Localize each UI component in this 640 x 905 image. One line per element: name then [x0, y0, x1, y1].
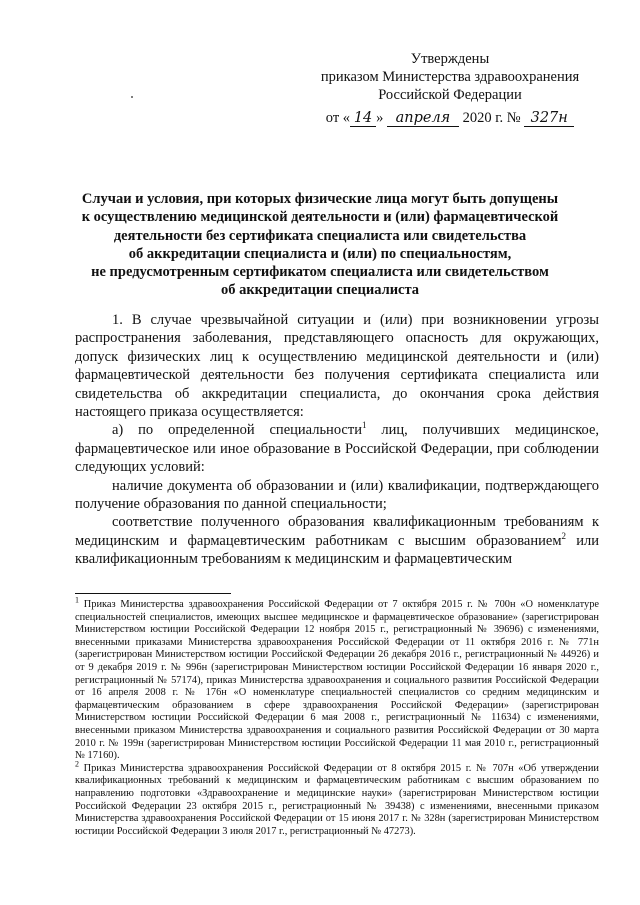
paragraph-4-text-cont: или квалификационным требованиям к медицинским и фармацевтическим [75, 532, 599, 568]
year-text: 2020 г. № [462, 110, 521, 126]
footnote-1-text: Приказ Министерства здравоохранения Российской Федерации от 7 октября 2015 г. № 700н «О номенклатуре специальностей специалистов, имеющих высшее медицинское и фармацевтическое образование» (зарегистрирован Министерством юстиции Российской Федерации 12 ноября 2015 г., регистрационный № 39696) с изменениями, внесенными приказами Министерства здравоохранения Российской Федерации от 11 октября 2016 г. № 771н (зарегистрирован Министерством юстиции Российской Федерации 26 декабря 2016 г., регистрационный № 44926) и от 9 декабря 2019 г. № 996н (зарегистрирован Министерством юстиции Российской Федерации 16 января 2020 г., регистрационный № 57174), приказ Министерства здравоохранения и социального развития Российской Федерации от 16 апреля 2008 г. № 176н «О номенклатуре специальностей специалистов со средним медицинским и фармацевтическим образованием в сфере здравоохранения Российской Федерации» (зарегистрирован Министерством юстиции Российской Федерации 6 мая 2008 г., регистрационный № 11634) с изменениями, внесенными приказом Министерства здравоохранения и социального развития Российской Федерации от 30 марта 2010 г. № 199н (зарегистрирован Министерством юстиции Российской Федерации 11 мая 2010 г., регистрационный № 17160). [75, 599, 599, 762]
approval-line-1: Утверждены [410, 51, 490, 67]
document-body [75, 311, 599, 569]
date-prefix: от « [325, 110, 351, 126]
footnote-ref-1[interactable]: 1 [361, 420, 367, 431]
paragraph-2-text: а) по определенной специальности [112, 422, 362, 439]
footnote-1 [75, 595, 599, 763]
paragraph-3: наличие документа об образовании и (или) квалификации, подтверждающего получение образования по данной специальности; [75, 477, 599, 513]
approval-line-3: Российской Федерации [378, 87, 522, 103]
document-title [60, 190, 580, 300]
title-line: Случаи и условия, при которых физические лица могут быть допущены [81, 191, 559, 207]
date-mid: » [376, 110, 384, 126]
approval-line-2: приказом Министерства здравоохранения [320, 69, 580, 85]
handwritten-order-number: 327н [524, 111, 574, 127]
footnote-2 [75, 759, 599, 839]
title-line: об аккредитации специалиста и (или) по специальностям, [128, 245, 512, 262]
paragraph-1: 1. В случае чрезвычайной ситуации и (или) при возникновении угрозы распространения заболевания, представляющего опасность для окружающих, допуск физических лиц к осуществлению медицинской деятельности и (или) фармацевтической деятельности без получения сертификата специалиста или свидетельства об аккредитации специалиста, до окончания срока действия настоящего приказа осуществляется: [75, 312, 599, 421]
title-line: не предусмотренным сертификатом специалиста или свидетельством [91, 264, 549, 281]
paragraph-2-text-cont: лиц, получивших медицинское, фармацевтическое или иное образование в Российской Федерации, при соблюдении следующих условий: [75, 422, 599, 476]
footnote-2-text: Приказ Министерства здравоохранения Российской Федерации от 8 октября 2015 г. № 707н «Об утверждении квалификационных требований к медицинским и фармацевтическим работникам с высшим образованием по направлению подготовки «Здравоохранение и медицинские науки» (зарегистрирован Министерством юстиции Российской Федерации 23 октября 2015 г., регистрационный № 39438) с изменениями, внесенными приказом Министерства здравоохранения Российской Федерации от 15 июня 2017 г. № 328н (зарегистрирован Министерством юстиции Российской Федерации 3 июля 2017 г., регистрационный № 47273). [75, 762, 599, 837]
footnote-separator [75, 593, 231, 594]
footnote-mark-1: 1 [75, 595, 79, 605]
handwritten-month: апреля [387, 111, 459, 127]
handwritten-day: 14 [350, 111, 376, 127]
footnote-ref-2[interactable]: 2 [561, 531, 566, 542]
scan-speck [131, 96, 133, 98]
paragraph-4-text: соответствие полученного образования квалификационным требованиям к медицинским и фармацевтическим работникам с высшим образованием [75, 514, 599, 549]
title-line: к осуществлению медицинской деятельности и (или) фармацевтической [81, 209, 559, 226]
footnotes [75, 595, 599, 838]
paragraph-4 [75, 513, 599, 568]
title-line: деятельности без сертификата специалиста или свидетельства [113, 227, 527, 244]
approval-block [300, 50, 600, 127]
paragraph-2 [75, 421, 599, 476]
title-line: об аккредитации специалиста [220, 282, 420, 299]
footnote-mark-2: 2 [75, 759, 79, 769]
approval-date-line [300, 109, 600, 127]
